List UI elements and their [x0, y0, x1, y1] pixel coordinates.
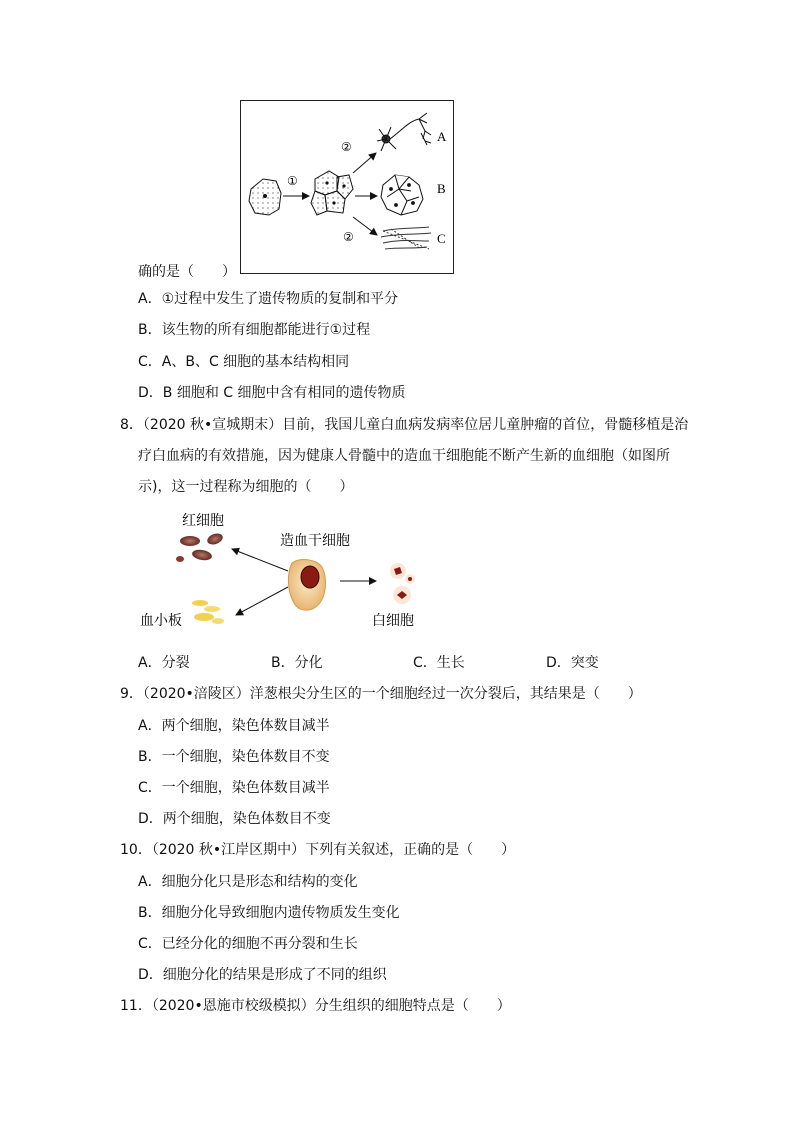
platelet: [192, 600, 208, 606]
q9-option-c: C．一个细胞，染色体数目减半: [138, 780, 330, 796]
label-A: A: [437, 129, 447, 144]
q8-stem-line3: 示)，这一过程称为细胞的（ ）: [138, 479, 354, 495]
q8-option-b: B．分化: [271, 655, 323, 671]
red-blood-cell: [191, 548, 212, 561]
label-C: C: [437, 231, 446, 246]
cell-diagram: [241, 101, 453, 273]
q9-option-a: A．两个细胞，染色体数目减半: [138, 718, 330, 734]
q11-stem: 11．（2020•恩施市校级模拟）分生组织的细胞特点是（ ）: [120, 998, 511, 1014]
q7-stem-end: 确的是（ ）: [138, 264, 236, 280]
q7-option-b: B．该生物的所有细胞都能进行①过程: [138, 322, 371, 338]
red-cell-label: 红细胞: [182, 513, 224, 529]
q10-stem: 10．（2020 秋•江岸区期中）下列有关叙述，正确的是（ ）: [120, 842, 516, 858]
step1-label: ①: [287, 174, 298, 188]
q9-option-b: B．一个细胞，染色体数目不变: [138, 749, 330, 765]
stem-cell-nucleus: [301, 566, 319, 588]
platelet-label: 血小板: [140, 613, 182, 629]
blood-cell-differentiation-figure: [140, 505, 440, 635]
cell-division-differentiation-figure: [240, 100, 454, 274]
q8-option-a: A．分裂: [138, 655, 190, 671]
q8-stem-line2: 疗白血病的有效措施，因为健康人骨髓中的造血干细胞能不断产生新的血细胞（如图所: [138, 448, 670, 464]
q9-option-d: D．两个细胞，染色体数目不变: [138, 811, 331, 827]
q10-option-c: C．已经分化的细胞不再分裂和生长: [138, 936, 358, 952]
q8-stem-line1: 8．（2020 秋•宣城期末）目前，我国儿童白血病发病率位居儿童肿瘤的首位，骨髓移植是治: [120, 417, 689, 433]
platelet: [212, 618, 224, 624]
red-blood-cell: [180, 536, 200, 546]
red-blood-cell: [206, 532, 224, 547]
q10-option-a: A．细胞分化只是形态和结构的变化: [138, 874, 358, 890]
red-blood-cell: [176, 556, 184, 562]
platelet: [194, 613, 214, 621]
platelet: [204, 606, 220, 612]
q8-option-d: D．突变: [546, 655, 599, 671]
q7-option-c: C．A、B、C 细胞的基本结构相同: [138, 354, 350, 370]
q10-option-d: D．细胞分化的结果是形成了不同的组织: [138, 967, 387, 983]
q7-option-d: D．B 细胞和 C 细胞中含有相同的遗传物质: [138, 385, 406, 401]
q9-stem: 9．（2020•涪陵区）洋葱根尖分生区的一个细胞经过一次分裂后，其结果是（ ）: [120, 686, 642, 702]
blood-cell-diagram: [140, 505, 440, 635]
q8-option-c: C．生长: [413, 655, 465, 671]
q7-option-a: A．①过程中发生了遗传物质的复制和平分: [138, 291, 399, 307]
white-cell-label: 白细胞: [372, 613, 414, 629]
step2-label-bottom: ②: [343, 230, 354, 244]
step2-label-top: ②: [341, 140, 352, 154]
stem-cell-label: 造血干细胞: [280, 533, 350, 549]
label-B: B: [437, 181, 446, 196]
q10-option-b: B．细胞分化导致细胞内遗传物质发生变化: [138, 905, 400, 921]
